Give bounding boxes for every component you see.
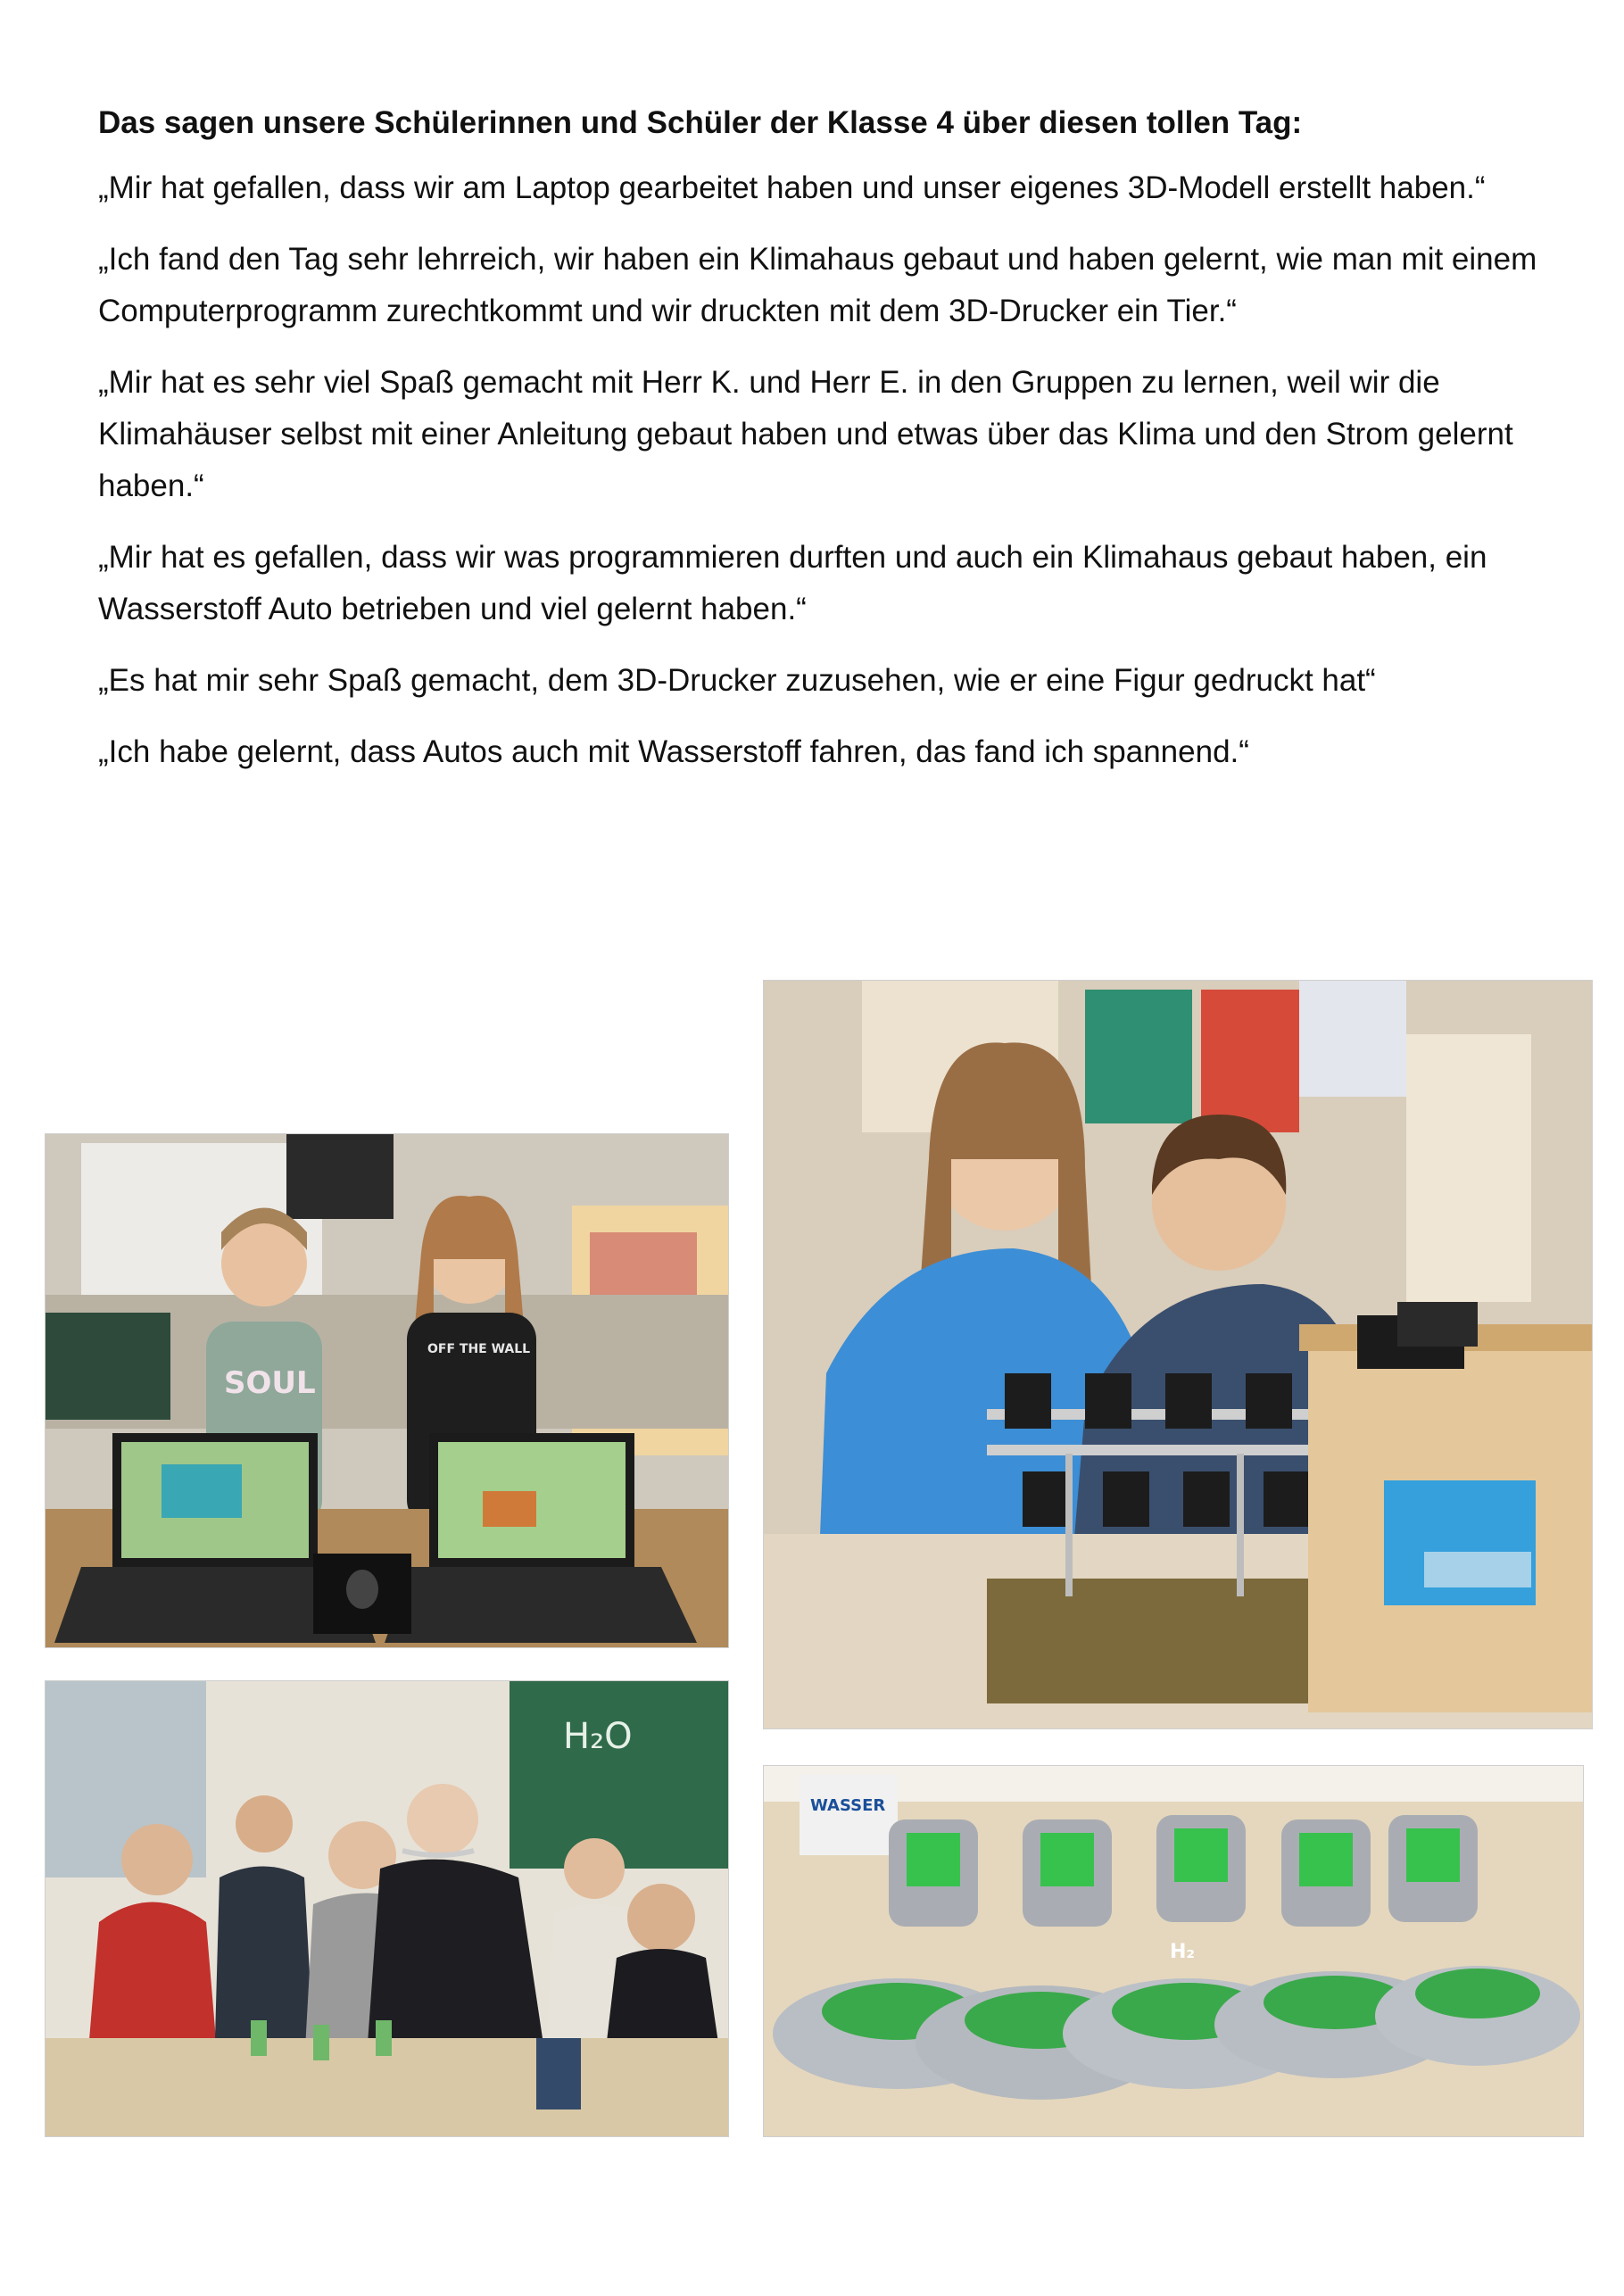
quote-1: „Mir hat gefallen, dass wir am Laptop gearbeitet haben und unser eigenes 3D-Modell erstellt haben.“: [98, 170, 1486, 205]
car-badge: H₂: [1170, 1941, 1196, 1963]
shirt-label: OFF THE WALL: [427, 1342, 531, 1356]
quote-6: „Ich habe gelernt, dass Autos auch mit Wasserstoff fahren, das fand ich spannend.“: [98, 734, 1249, 769]
shirt-text: SOUL: [224, 1365, 316, 1401]
photo-hydrogen-class: [45, 1680, 729, 2137]
quote-4: „Mir hat es gefallen, dass wir was programmieren durften und auch ein Klimahaus gebaut haben, ein Wasserstoff Auto betrieben und viel gelernt haben.“: [98, 540, 1487, 626]
page-heading: Das sagen unsere Schülerinnen und Schüler der Klasse 4 über diesen tollen Tag:: [98, 105, 1303, 140]
box-text: WASSER: [810, 1796, 886, 1815]
quote-2: „Ich fand den Tag sehr lehrreich, wir haben ein Klimahaus gebaut und haben gelernt, wie man mit einem Computerprogramm zurechtkommt und wir druckten mit dem 3D-Drucker ein Tier.“: [98, 242, 1537, 328]
quote-3: „Mir hat es sehr viel Spaß gemacht mit Herr K. und Herr E. in den Gruppen zu lernen, weil wir die Klimahäuser selbst mit einer Anleitung gebaut haben und etwas über das Klima und den Strom gelernt haben.“: [98, 365, 1513, 503]
board-text: H₂O: [563, 1716, 633, 1757]
text-block: [98, 100, 1544, 798]
photo-hydrogen-cars: [763, 1765, 1584, 2137]
photo-climate-house: [763, 980, 1593, 1729]
photo-laptops: [45, 1133, 729, 1648]
quote-5: „Es hat mir sehr Spaß gemacht, dem 3D-Drucker zuzusehen, wie er eine Figur gedruckt hat“: [98, 663, 1376, 698]
